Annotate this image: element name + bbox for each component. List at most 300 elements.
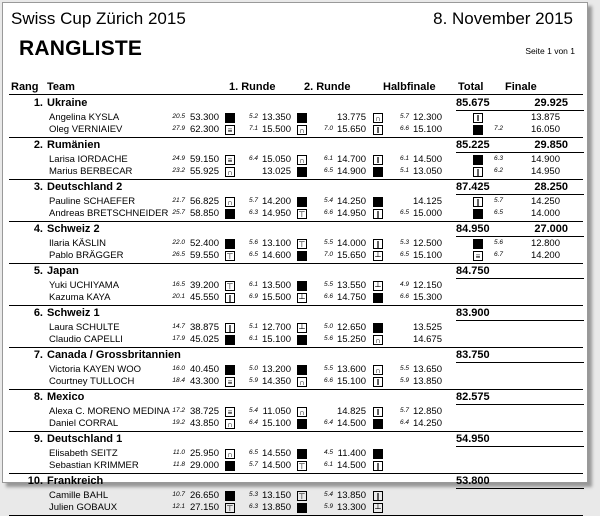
round1-difficulty: 21.7 (172, 197, 185, 204)
apparatus-icon: ⊤ (226, 282, 234, 291)
team-underline (456, 194, 584, 195)
round2b-difficulty: 6.6 (323, 377, 333, 384)
round1-score: 26.650 (189, 490, 219, 501)
apparatus-icon (373, 197, 383, 207)
apparatus-icon: ⊤ (298, 462, 306, 471)
apparatus-icon (297, 449, 307, 459)
team-rank: 2. (33, 139, 43, 151)
round2b-difficulty: 5.4 (323, 197, 333, 204)
round1-score: 43.300 (189, 376, 219, 387)
team-total: 83.900 (456, 307, 490, 319)
semifinal-score: 12.500 (412, 238, 442, 249)
apparatus-icon: ∩ (225, 167, 235, 177)
athlete-name: Andreas BRETSCHNEIDER (49, 208, 169, 219)
apparatus-icon: ┴ (373, 281, 383, 291)
semifinal-difficulty: 6.4 (399, 419, 409, 426)
round1-difficulty: 18.4 (172, 377, 185, 384)
round2-score: 13.200 (261, 364, 291, 375)
team-name: Canada / Grossbritannien (47, 349, 181, 361)
athlete-name: Elisabeth SEITZ (49, 448, 118, 459)
round2b-score: 12.650 (336, 322, 366, 333)
athlete-name: Oleg VERNIAIEV (49, 124, 123, 135)
round2-difficulty: 5.3 (248, 491, 258, 498)
round2b-difficulty: 7.0 (323, 125, 333, 132)
athlete-row (3, 124, 589, 136)
athlete-name: Angelina KYSLA (49, 112, 120, 123)
round1-score: 52.400 (189, 238, 219, 249)
final-score: 14.900 (530, 154, 560, 165)
round1-score: 59.150 (189, 154, 219, 165)
round2-score: 12.700 (261, 322, 291, 333)
apparatus-icon: ∩ (225, 197, 235, 207)
round1-difficulty: 16.5 (172, 281, 185, 288)
athlete-row (3, 154, 589, 166)
semifinal-score: 14.125 (412, 196, 442, 207)
apparatus-icon (225, 239, 235, 249)
team-row (3, 475, 589, 489)
round2-difficulty: 6.4 (248, 419, 258, 426)
team-name: Schweiz 1 (47, 307, 100, 319)
round2-difficulty: 5.4 (248, 407, 258, 414)
round2b-score: 14.750 (336, 292, 366, 303)
team-total: 54.950 (456, 433, 490, 445)
apparatus-icon: ∩ (225, 419, 235, 429)
final-difficulty: 5.6 (493, 239, 503, 246)
apparatus-icon (297, 197, 307, 207)
apparatus-icon (373, 419, 383, 429)
semifinal-difficulty: 5.1 (399, 167, 409, 174)
round1-score: 43.850 (189, 418, 219, 429)
round2-score: 14.350 (261, 376, 291, 387)
athlete-name: Daniel CORRAL (49, 418, 119, 429)
apparatus-icon: ∥ (473, 167, 483, 177)
round2b-score: 13.600 (336, 364, 366, 375)
round1-difficulty: 20.5 (172, 113, 185, 120)
team-name: Deutschland 1 (47, 433, 123, 445)
athlete-name: Sebastian KRIMMER (49, 460, 139, 471)
team-separator (9, 431, 583, 432)
team-row (3, 223, 589, 237)
col-total: Total (458, 81, 484, 93)
semifinal-score: 13.050 (412, 166, 442, 177)
athlete-row (3, 376, 589, 388)
team-total: 53.800 (456, 475, 490, 487)
final-score: 14.950 (530, 166, 560, 177)
round2b-score: 15.250 (336, 334, 366, 345)
semifinal-score: 13.525 (412, 322, 442, 333)
semifinal-score: 12.300 (412, 112, 442, 123)
team-total: 87.425 (456, 181, 490, 193)
event-title: Swiss Cup Zürich 2015 (11, 9, 186, 28)
round1-difficulty: 12.1 (172, 503, 185, 510)
athlete-row (3, 280, 589, 292)
final-score: 16.050 (530, 124, 560, 135)
final-score: 13.875 (530, 112, 560, 123)
round2-score: 14.500 (261, 460, 291, 471)
team-row (3, 349, 589, 363)
team-row (3, 307, 589, 321)
round2-score: 15.500 (261, 124, 291, 135)
athlete-name: Kazuma KAYA (49, 292, 111, 303)
round2b-score: 14.500 (336, 418, 366, 429)
athlete-name: Ilaria KÄSLIN (49, 238, 107, 249)
apparatus-icon: ∩ (297, 125, 307, 135)
team-underline (456, 320, 584, 321)
round2b-score: 15.650 (336, 124, 366, 135)
round1-score: 25.950 (189, 448, 219, 459)
apparatus-icon: ⊤ (298, 210, 306, 219)
round2b-difficulty: 6.5 (323, 167, 333, 174)
athlete-name: Marius BERBECAR (49, 166, 133, 177)
apparatus-icon (297, 503, 307, 513)
final-score: 14.000 (530, 208, 560, 219)
athlete-row (3, 502, 589, 514)
col-round2: 2. Runde (304, 81, 351, 93)
team-name: Mexico (47, 391, 85, 403)
final-difficulty: 6.7 (493, 251, 503, 258)
semifinal-difficulty: 6.6 (399, 293, 409, 300)
semifinal-difficulty: 6.5 (399, 209, 409, 216)
semifinal-score: 14.675 (412, 334, 442, 345)
round2b-difficulty: 4.5 (323, 449, 333, 456)
semifinal-score: 14.500 (412, 154, 442, 165)
team-name: Deutschland 2 (47, 181, 123, 193)
round2b-score: 14.825 (336, 406, 366, 417)
round1-difficulty: 24.9 (172, 155, 185, 162)
apparatus-icon: ∥ (473, 197, 483, 207)
event-date: 8. November 2015 (433, 9, 573, 28)
round2-score: 13.100 (261, 238, 291, 249)
round1-score: 62.300 (189, 124, 219, 135)
apparatus-icon (373, 323, 383, 333)
semifinal-score: 13.850 (412, 376, 442, 387)
apparatus-icon (297, 365, 307, 375)
apparatus-icon: ∥ (373, 209, 383, 219)
round1-difficulty: 19.2 (172, 419, 185, 426)
team-rank: 3. (33, 181, 43, 193)
team-underline (456, 488, 584, 489)
apparatus-icon (473, 125, 483, 135)
col-round1: 1. Runde (229, 81, 276, 93)
round1-difficulty: 25.7 (172, 209, 185, 216)
team-row (3, 139, 589, 153)
athlete-row (3, 208, 589, 220)
round2-score: 15.100 (261, 334, 291, 345)
team-row (3, 265, 589, 279)
team-separator (9, 347, 583, 348)
team-separator (9, 179, 583, 180)
team-underline (456, 446, 584, 447)
apparatus-icon: ⊤ (226, 252, 234, 261)
apparatus-icon: ┴ (373, 503, 383, 513)
round2b-score: 11.400 (337, 448, 366, 459)
team-underline (456, 362, 584, 363)
athlete-row (3, 364, 589, 376)
apparatus-icon: ┴ (297, 323, 307, 333)
final-score: 14.200 (530, 250, 560, 261)
team-total: 84.950 (456, 223, 490, 235)
round2b-difficulty: 5.9 (323, 503, 333, 510)
athlete-row (3, 418, 589, 430)
team-underline (456, 236, 584, 237)
header-divider (9, 94, 583, 95)
apparatus-icon (297, 113, 307, 123)
final-difficulty: 5.7 (493, 197, 503, 204)
team-underline (456, 404, 584, 405)
apparatus-icon (473, 209, 483, 219)
round2-score: 13.500 (261, 280, 291, 291)
apparatus-icon: ⊤ (298, 240, 306, 249)
apparatus-icon: ‖ (473, 113, 483, 123)
athlete-row (3, 112, 589, 124)
round2b-score: 13.850 (336, 490, 366, 501)
team-name: Japan (47, 265, 79, 277)
round2b-score: 13.775 (336, 112, 366, 123)
athlete-row (3, 322, 589, 334)
team-rank: 10. (27, 475, 43, 487)
apparatus-icon (297, 167, 307, 177)
round2-difficulty: 5.7 (248, 461, 258, 468)
round1-score: 40.450 (189, 364, 219, 375)
round1-difficulty: 20.1 (172, 293, 185, 300)
apparatus-icon: ≡ (225, 377, 235, 387)
round2-difficulty: 6.4 (248, 155, 258, 162)
athlete-row (3, 166, 589, 178)
round1-score: 45.025 (189, 334, 219, 345)
round1-score: 59.550 (189, 250, 219, 261)
team-underline (456, 110, 584, 111)
round2b-score: 15.650 (336, 250, 366, 261)
round2b-score: 14.700 (336, 154, 366, 165)
team-row (3, 391, 589, 405)
athlete-row (3, 448, 589, 460)
round2b-difficulty: 5.5 (323, 239, 333, 246)
round2-score: 14.600 (261, 250, 291, 261)
athlete-name: Laura SCHULTE (49, 322, 120, 333)
team-rank: 9. (33, 433, 43, 445)
round2-difficulty: 6.3 (248, 209, 258, 216)
athlete-name: Pablo BRÄGGER (49, 250, 124, 261)
team-total: 82.575 (456, 391, 490, 403)
team-rank: 1. (33, 97, 43, 109)
apparatus-icon: ‖ (373, 407, 383, 417)
round1-difficulty: 26.5 (172, 251, 185, 258)
apparatus-icon (373, 167, 383, 177)
team-total: 85.225 (456, 139, 490, 151)
athlete-row (3, 196, 589, 208)
team-separator (9, 137, 583, 138)
semifinal-difficulty: 5.9 (399, 377, 409, 384)
round2-score: 14.550 (261, 448, 291, 459)
athlete-row (3, 490, 589, 502)
apparatus-icon (373, 293, 383, 303)
round2-score: 13.150 (261, 490, 291, 501)
round2b-difficulty: 6.1 (323, 155, 333, 162)
round2b-difficulty: 7.0 (323, 251, 333, 258)
round1-score: 38.725 (189, 406, 219, 417)
round1-difficulty: 14.7 (172, 323, 185, 330)
apparatus-icon: ⊤ (226, 504, 234, 513)
round2b-score: 13.300 (336, 502, 366, 513)
team-final: 28.250 (534, 181, 568, 193)
athlete-name: Courtney TULLOCH (49, 376, 135, 387)
team-name: Rumänien (47, 139, 101, 151)
team-final: 27.000 (534, 223, 568, 235)
team-rank: 4. (33, 223, 43, 235)
team-underline (456, 152, 584, 153)
team-final: 29.850 (534, 139, 568, 151)
round2-score: 13.025 (261, 166, 291, 177)
apparatus-icon: ‖ (373, 377, 383, 387)
round1-difficulty: 11.0 (172, 449, 185, 456)
semifinal-difficulty: 6.1 (399, 155, 409, 162)
team-separator (9, 221, 583, 222)
apparatus-icon: ∩ (373, 335, 383, 345)
athlete-row (3, 238, 589, 250)
apparatus-icon (297, 419, 307, 429)
round1-difficulty: 17.2 (172, 407, 185, 414)
apparatus-icon: ⊤ (298, 492, 306, 501)
round2-difficulty: 5.1 (248, 323, 258, 330)
round2b-difficulty: 6.1 (323, 461, 333, 468)
col-final: Finale (505, 81, 537, 93)
apparatus-icon (373, 449, 383, 459)
semifinal-difficulty: 6.5 (399, 251, 409, 258)
semifinal-score: 15.000 (412, 208, 442, 219)
round2b-difficulty: 5.5 (323, 281, 333, 288)
apparatus-icon (297, 281, 307, 291)
col-rank: Rang (11, 81, 39, 93)
apparatus-icon (297, 251, 307, 261)
round1-difficulty: 27.9 (172, 125, 185, 132)
team-separator (9, 305, 583, 306)
col-team: Team (47, 81, 75, 93)
round2b-difficulty: 5.4 (323, 491, 333, 498)
team-name: Ukraine (47, 97, 88, 109)
apparatus-icon: ∩ (297, 377, 307, 387)
apparatus-icon (473, 239, 483, 249)
athlete-row (3, 406, 589, 418)
team-row (3, 181, 589, 195)
semifinal-difficulty: 5.5 (399, 365, 409, 372)
round2-difficulty: 6.1 (248, 281, 258, 288)
apparatus-icon: ∥ (373, 461, 383, 471)
final-difficulty: 7.2 (493, 125, 503, 132)
team-row (3, 97, 589, 111)
round2-score: 15.050 (261, 154, 291, 165)
team-total: 85.675 (456, 97, 490, 109)
final-difficulty: 6.3 (493, 155, 503, 162)
final-score: 12.800 (530, 238, 560, 249)
team-name: Frankreich (47, 475, 104, 487)
round2b-score: 14.250 (336, 196, 366, 207)
apparatus-icon: ∩ (225, 449, 235, 459)
team-name: Schweiz 2 (47, 223, 100, 235)
apparatus-icon: ≡ (225, 155, 235, 165)
athlete-name: Pauline SCHAEFER (49, 196, 136, 207)
team-rank: 7. (33, 349, 43, 361)
semifinal-score: 15.100 (412, 124, 442, 135)
round2b-difficulty: 6.4 (323, 419, 333, 426)
round2b-difficulty: 6.6 (323, 293, 333, 300)
round1-score: 45.550 (189, 292, 219, 303)
round2-difficulty: 6.1 (248, 335, 258, 342)
athlete-row (3, 292, 589, 304)
team-rank: 5. (33, 265, 43, 277)
apparatus-icon: ‖ (373, 155, 383, 165)
apparatus-icon (225, 335, 235, 345)
apparatus-icon: ‖ (373, 125, 383, 135)
apparatus-icon (297, 335, 307, 345)
round1-score: 27.150 (189, 502, 219, 513)
semifinal-difficulty: 4.9 (399, 281, 409, 288)
apparatus-icon (225, 113, 235, 123)
round1-score: 56.825 (189, 196, 219, 207)
apparatus-icon (225, 461, 235, 471)
semifinal-score: 13.650 (412, 364, 442, 375)
final-score: 14.250 (530, 196, 560, 207)
athlete-name: Camille BAHL (49, 490, 109, 501)
round2b-difficulty: 5.0 (323, 323, 333, 330)
round2-difficulty: 6.9 (248, 293, 258, 300)
apparatus-icon: ∥ (225, 323, 235, 333)
apparatus-icon: ┴ (373, 251, 383, 261)
apparatus-icon: ∥ (225, 293, 235, 303)
round1-score: 39.200 (189, 280, 219, 291)
team-separator (9, 263, 583, 264)
team-rank: 6. (33, 307, 43, 319)
athlete-name: Julien GOBAUX (49, 502, 118, 513)
round1-score: 38.875 (189, 322, 219, 333)
round2-score: 13.350 (261, 112, 291, 123)
round2b-difficulty: 5.5 (323, 365, 333, 372)
athlete-row (3, 460, 589, 472)
apparatus-icon (225, 491, 235, 501)
round1-difficulty: 16.0 (172, 365, 185, 372)
round2-difficulty: 5.6 (248, 239, 258, 246)
apparatus-icon: ∩ (373, 365, 383, 375)
round1-score: 58.850 (189, 208, 219, 219)
round2b-score: 15.100 (336, 376, 366, 387)
round1-difficulty: 10.7 (172, 491, 185, 498)
round2-score: 13.850 (261, 502, 291, 513)
round2-difficulty: 5.9 (248, 377, 258, 384)
apparatus-icon (225, 365, 235, 375)
team-total: 83.750 (456, 349, 490, 361)
team-separator (9, 389, 583, 390)
team-final: 29.925 (534, 97, 568, 109)
round1-difficulty: 23.2 (172, 167, 185, 174)
round2-score: 14.950 (261, 208, 291, 219)
page-number: Seite 1 von 1 (525, 46, 575, 56)
athlete-row (3, 334, 589, 346)
round2-score: 11.050 (262, 406, 291, 417)
athlete-name: Larisa IORDACHE (49, 154, 128, 165)
col-semifinal: Halbfinale (383, 81, 436, 93)
round2-difficulty: 7.1 (248, 125, 258, 132)
round2-score: 15.500 (261, 292, 291, 303)
round2-difficulty: 6.5 (248, 251, 258, 258)
round2-difficulty: 6.3 (248, 503, 258, 510)
team-underline (456, 278, 584, 279)
round2b-score: 14.900 (336, 166, 366, 177)
semifinal-score: 15.100 (412, 250, 442, 261)
athlete-name: Alexa C. MORENO MEDINA (49, 406, 170, 417)
round1-score: 53.300 (189, 112, 219, 123)
round1-score: 55.925 (189, 166, 219, 177)
round1-score: 29.000 (189, 460, 219, 471)
apparatus-icon: ∥ (373, 239, 383, 249)
